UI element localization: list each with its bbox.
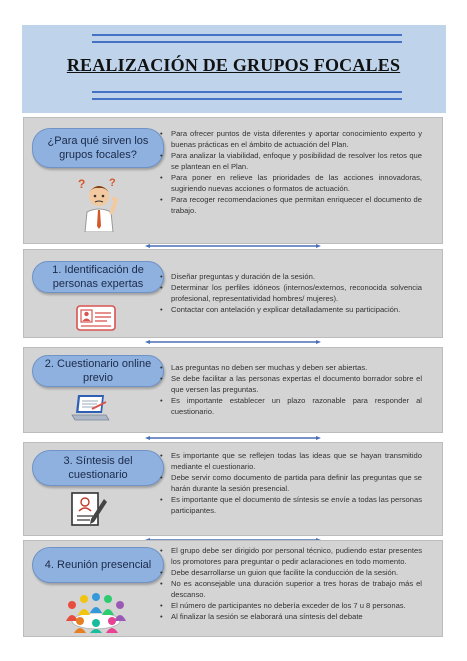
laptop-form-icon [70, 393, 110, 428]
bullet-item: • Debe servir como documento de partida para definir las preguntas que se harán durante la sesión presencial. [158, 472, 422, 494]
bullet-item: • El número de participantes no debería exceder de los 7 u 8 personas. [158, 600, 422, 611]
bullet-item: • Para ofrecer puntos de vista diferentes y aportar conocimiento experto y buenas prácticas en el ámbito de actuación del Plan. [158, 128, 422, 150]
bullet-list [158, 450, 422, 516]
bullet-item: • Es importante que el documento de síntesis se envíe a todas las personas participantes. [158, 494, 422, 516]
bullet-item: • Para recoger recomendaciones que permitan enriquecer el documento de trabajo. [158, 194, 422, 216]
section-synthesis [23, 442, 443, 536]
bullet-item: • Las preguntas no deben ser muchas y deben ser abiertas. [158, 362, 422, 373]
connector-arrow [145, 436, 321, 440]
bullet-item: • Contactar con antelación y explicar detalladamente su participación. [158, 304, 422, 315]
section-heading: ¿Para qué sirven los grupos focales? [32, 128, 164, 168]
section-identify-experts [23, 249, 443, 338]
section-heading: 2. Cuestionario online previo [32, 355, 164, 387]
bullet-item: • Debe desarrollarse un guion que facilite la conducción de la sesión. [158, 567, 422, 578]
meeting-group-icon [60, 591, 132, 638]
header-rule [92, 98, 402, 100]
document-pen-icon [70, 491, 108, 532]
section-heading: 3. Síntesis del cuestionario [32, 450, 164, 486]
bullet-item: • Se debe facilitar a las personas expertas el documento borrador sobre el que versen las preguntas. [158, 373, 422, 395]
svg-text:?: ? [109, 177, 116, 189]
header-rule [92, 34, 402, 36]
bullet-item: • Es importante establecer un plazo razonable para responder al cuestionario. [158, 395, 422, 417]
bullet-list [158, 271, 422, 315]
connector-arrow [145, 244, 321, 248]
svg-text:?: ? [78, 177, 86, 191]
bullet-list [158, 362, 422, 417]
confused-person-icon [76, 176, 122, 237]
bullet-item: • Es importante que se reflejen todas las ideas que se hayan transmitido mediante el cuestionario. [158, 450, 422, 472]
bullet-item: • Determinar los perfiles idóneos (internos/externos, reconocida solvencia profesional, representatividad hombres/ mujeres). [158, 282, 422, 304]
header-rule [92, 91, 402, 93]
bullet-item: • No es aconsejable una duración superior a tres horas de trabajo más el descanso. [158, 578, 422, 600]
bullet-item: • El grupo debe ser dirigido por personal técnico, pudiendo estar presentes los promotores para preguntar o pedir aclaraciones en todo momento. [158, 545, 422, 567]
id-card-icon [76, 305, 116, 336]
bullet-item: • Para analizar la viabilidad, enfoque y posibilidad de resolver los retos que se plantean en el Plan. [158, 150, 422, 172]
connector-arrow [145, 340, 321, 344]
section-meeting [23, 540, 443, 637]
header-rule [92, 41, 402, 43]
section-heading: 4. Reunión presencial [32, 547, 164, 583]
bullet-item: • Al finalizar la sesión se elaborará una síntesis del debate [158, 611, 422, 622]
bullet-list [158, 545, 422, 622]
section-online-questionnaire [23, 347, 443, 433]
bullet-item: • Para poner en relieve las prioridades de las acciones innovadoras, sugiriendo nuevas acciones o formatos de actuación. [158, 172, 422, 194]
section-heading: 1. Identificación de personas expertas [32, 261, 164, 293]
bullet-item: • Diseñar preguntas y duración de la sesión. [158, 271, 422, 282]
page-title: REALIZACIÓN DE GRUPOS FOCALES [66, 55, 401, 75]
bullet-list [158, 128, 422, 216]
section-purpose [23, 117, 443, 244]
